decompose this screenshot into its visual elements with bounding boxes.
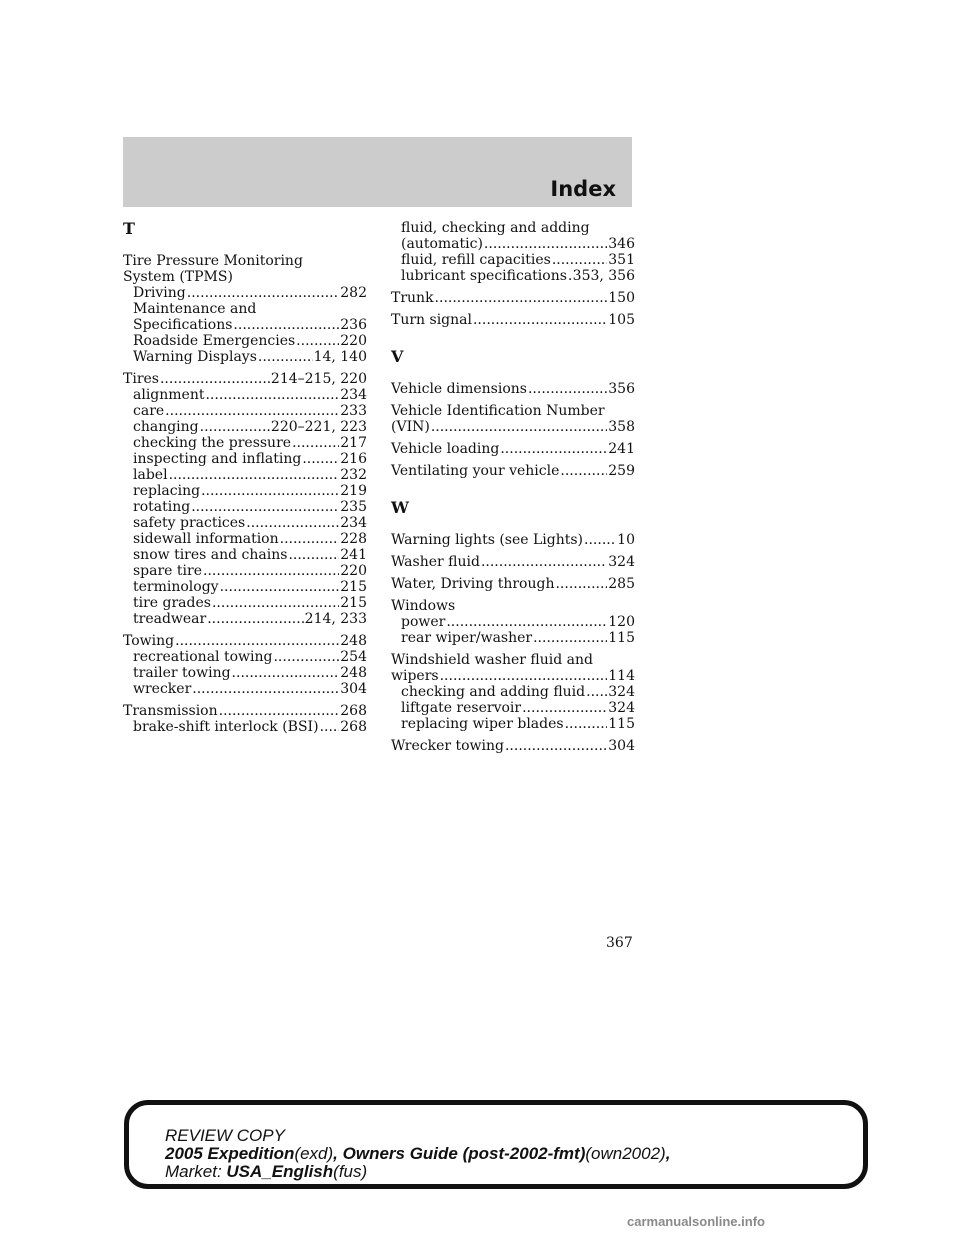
market-label: Market: [165, 1162, 227, 1181]
index-entry [123, 435, 367, 451]
index-entry [391, 700, 635, 716]
entry-label: Turn signal [391, 312, 472, 328]
entry-label: fluid, checking and adding [401, 220, 590, 236]
dot-leader [435, 290, 608, 306]
entry-page-ref: 356 [608, 381, 635, 397]
review-copy-text [165, 1127, 670, 1181]
publication-line [165, 1145, 670, 1163]
entry-label: Warning lights (see Lights) [391, 532, 584, 548]
entry-label: fluid, refill capacities [401, 252, 551, 268]
index-entry [123, 611, 367, 627]
index-entry [391, 738, 635, 754]
entry-page-ref: 241 [340, 547, 367, 563]
entry-page-ref: 220–221, 223 [270, 419, 367, 435]
entry-label: safety practices [133, 515, 246, 531]
index-entry [123, 467, 367, 483]
dot-leader [292, 435, 339, 451]
index-entry [123, 563, 367, 579]
entry-label: Vehicle dimensions [391, 381, 527, 397]
entry-label: rotating [133, 499, 191, 515]
entry-page-ref: 234 [340, 387, 367, 403]
entry-page-ref: 120 [608, 614, 635, 630]
entry-label: System (TPMS) [123, 269, 233, 285]
guide-code: (own2002) [585, 1144, 666, 1163]
index-entry [123, 665, 367, 681]
entry-page-ref: 248 [340, 633, 367, 649]
entry-page-ref: 285 [608, 576, 635, 592]
dot-leader [175, 633, 339, 649]
entry-label: Tire Pressure Monitoring [123, 253, 303, 269]
review-copy-label: REVIEW COPY [165, 1126, 285, 1145]
entry-label: Windows [391, 598, 456, 614]
index-entry [123, 595, 367, 611]
dot-leader [320, 719, 340, 735]
entry-label: care [133, 403, 165, 419]
dot-leader [288, 547, 339, 563]
guide-name: , Owners Guide (post-2002-fmt) [333, 1144, 586, 1163]
entry-label: changing [133, 419, 199, 435]
index-entry [123, 719, 367, 735]
entry-page-ref: 324 [608, 684, 635, 700]
model-code: (exd) [294, 1144, 334, 1163]
dot-leader [568, 268, 572, 284]
index-entry [123, 403, 367, 419]
entry-label: sidewall information [133, 531, 279, 547]
entry-page-ref: 232 [340, 467, 367, 483]
entry-label: Water, Driving through [391, 576, 555, 592]
entry-label: label [133, 467, 168, 483]
entry-label: Specifications [133, 317, 233, 333]
entry-page-ref: 324 [608, 700, 635, 716]
index-entry [123, 419, 367, 435]
entry-label: alignment [133, 387, 205, 403]
dot-leader [522, 700, 607, 716]
dot-leader [220, 579, 340, 595]
index-entry [123, 515, 367, 531]
entry-label: Warning Displays [133, 349, 257, 365]
comma: , [665, 1144, 671, 1163]
entry-page-ref: 114 [608, 668, 635, 684]
index-entry [123, 649, 367, 665]
market-name: USA_English [226, 1162, 334, 1181]
dot-leader [212, 595, 339, 611]
index-entry-text [123, 269, 367, 285]
entry-page-ref: 351 [608, 252, 635, 268]
index-entry [391, 463, 635, 479]
dot-leader [473, 312, 607, 328]
index-entry [123, 483, 367, 499]
entry-label: lubricant specifications [401, 268, 567, 284]
entry-page-ref: 150 [608, 290, 635, 306]
dot-leader [219, 703, 340, 719]
dot-leader [200, 419, 270, 435]
entry-label: Towing [123, 633, 175, 649]
dot-leader [232, 665, 340, 681]
dot-leader [440, 668, 608, 684]
entry-label: snow tires and chains [133, 547, 288, 563]
entry-page-ref: 105 [608, 312, 635, 328]
index-entry [123, 371, 367, 387]
index-entry-text [391, 652, 635, 668]
index-entry [391, 576, 635, 592]
index-letter-heading: T [123, 219, 135, 238]
index-entry [391, 716, 635, 732]
dot-leader [555, 576, 607, 592]
market-line [165, 1163, 670, 1181]
entry-page-ref: 214, 233 [304, 611, 367, 627]
page-title: Index [550, 177, 616, 201]
entry-page-ref: 234 [340, 515, 367, 531]
entry-page-ref: 215 [340, 595, 367, 611]
index-entry [391, 532, 635, 548]
dot-leader [207, 611, 303, 627]
dot-leader [258, 349, 313, 365]
entry-label: Windshield washer fluid and [391, 652, 593, 668]
index-letter-heading: W [391, 498, 409, 517]
index-entry-text [391, 403, 635, 419]
index-entry [123, 387, 367, 403]
entry-label: Driving [133, 285, 186, 301]
dot-leader [565, 716, 608, 732]
index-entry [123, 349, 367, 365]
entry-label: (VIN) [391, 419, 430, 435]
dot-leader [192, 681, 339, 697]
entry-label: wipers [391, 668, 439, 684]
entry-page-ref: 219 [340, 483, 367, 499]
dot-leader [205, 387, 339, 403]
dot-leader [296, 333, 339, 349]
entry-page-ref: 259 [608, 463, 635, 479]
index-entry [123, 531, 367, 547]
entry-page-ref: 228 [340, 531, 367, 547]
index-entry-text [391, 220, 635, 236]
entry-page-ref: 248 [340, 665, 367, 681]
entry-page-ref: 268 [340, 719, 367, 735]
entry-page-ref: 233 [340, 403, 367, 419]
entry-label: tire grades [133, 595, 211, 611]
entry-label: trailer towing [133, 665, 231, 681]
dot-leader [169, 467, 340, 483]
entry-page-ref: 217 [340, 435, 367, 451]
dot-leader [201, 483, 339, 499]
entry-label: spare tire [133, 563, 203, 579]
entry-page-ref: 304 [608, 738, 635, 754]
entry-page-ref: 10 [617, 532, 635, 548]
index-entry-text [391, 598, 635, 614]
entry-page-ref: 268 [340, 703, 367, 719]
entry-page-ref: 236 [340, 317, 367, 333]
entry-label: Washer fluid [391, 554, 480, 570]
index-entry [391, 419, 635, 435]
dot-leader [560, 463, 607, 479]
dot-leader [484, 236, 607, 252]
index-letter-heading: V [391, 347, 404, 366]
market-code: (fus) [333, 1162, 368, 1181]
entry-label: Maintenance and [133, 301, 257, 317]
entry-label: inspecting and inflating [133, 451, 302, 467]
entry-page-ref: 304 [340, 681, 367, 697]
entry-label: recreational towing [133, 649, 273, 665]
entry-page-ref: 346 [608, 236, 635, 252]
entry-page-ref: 115 [608, 716, 635, 732]
entry-page-ref: 115 [608, 630, 635, 646]
entry-page-ref: 216 [340, 451, 367, 467]
dot-leader [233, 317, 339, 333]
entry-label: liftgate reservoir [401, 700, 522, 716]
entry-label: checking and adding fluid [401, 684, 586, 700]
entry-label: Ventilating your vehicle [391, 463, 560, 479]
index-entry [391, 312, 635, 328]
index-entry [123, 285, 367, 301]
index-entry [123, 633, 367, 649]
index-entry [391, 630, 635, 646]
entry-page-ref: 220 [340, 563, 367, 579]
entry-label: rear wiper/washer [401, 630, 533, 646]
watermark: carmanualsonline.info [627, 1214, 765, 1229]
index-entry-text [123, 253, 367, 269]
index-entry [391, 684, 635, 700]
index-entry [123, 499, 367, 515]
dot-leader [500, 441, 607, 457]
dot-leader [273, 649, 339, 665]
index-entry [123, 703, 367, 719]
dot-leader [165, 403, 339, 419]
dot-leader [246, 515, 339, 531]
entry-label: wrecker [133, 681, 192, 697]
entry-label: Tires [123, 371, 159, 387]
index-entry [391, 236, 635, 252]
entry-label: terminology [133, 579, 219, 595]
index-entry [391, 268, 635, 284]
entry-page-ref: 215 [340, 579, 367, 595]
header-band [123, 137, 632, 207]
entry-page-ref: 324 [608, 554, 635, 570]
entry-label: Vehicle loading [391, 441, 500, 457]
entry-label: replacing [133, 483, 201, 499]
entry-label: treadwear [133, 611, 207, 627]
dot-leader [431, 419, 607, 435]
entry-page-ref: 214–215, 220 [270, 371, 367, 387]
dot-leader [446, 614, 607, 630]
index-entry [123, 681, 367, 697]
index-entry [391, 381, 635, 397]
index-entry-text [123, 301, 367, 317]
index-entry [391, 441, 635, 457]
dot-leader [528, 381, 607, 397]
index-column-right [391, 220, 635, 754]
index-entry [123, 317, 367, 333]
index-entry [123, 579, 367, 595]
dot-leader [552, 252, 607, 268]
entry-label: (automatic) [401, 236, 483, 252]
index-entry [391, 554, 635, 570]
dot-leader [191, 499, 339, 515]
index-entry [391, 668, 635, 684]
index-column-left [123, 220, 367, 735]
entry-page-ref: 358 [608, 419, 635, 435]
entry-label: Transmission [123, 703, 218, 719]
dot-leader [280, 531, 340, 547]
entry-label: brake-shift interlock (BSI) [133, 719, 319, 735]
index-entry [391, 614, 635, 630]
dot-leader [533, 630, 607, 646]
entry-label: Vehicle Identification Number [391, 403, 605, 419]
index-entry [391, 290, 635, 306]
entry-label: checking the pressure [133, 435, 292, 451]
entry-page-ref: 220 [340, 333, 367, 349]
dot-leader [584, 532, 616, 548]
dot-leader [481, 554, 607, 570]
index-entry [123, 451, 367, 467]
dot-leader [187, 285, 340, 301]
index-entry [123, 333, 367, 349]
dot-leader [302, 451, 339, 467]
dot-leader [160, 371, 270, 387]
page-number: 367 [606, 935, 633, 951]
model-name: 2005 Expedition [165, 1144, 295, 1163]
dot-leader [586, 684, 607, 700]
entry-page-ref: 14, 140 [313, 349, 367, 365]
entry-label: Trunk [391, 290, 434, 306]
entry-label: replacing wiper blades [401, 716, 564, 732]
entry-page-ref: 282 [340, 285, 367, 301]
entry-page-ref: 353, 356 [572, 268, 635, 284]
index-entry [123, 547, 367, 563]
entry-page-ref: 241 [608, 441, 635, 457]
dot-leader [203, 563, 339, 579]
entry-label: power [401, 614, 446, 630]
entry-label: Roadside Emergencies [133, 333, 296, 349]
entry-page-ref: 254 [340, 649, 367, 665]
entry-label: Wrecker towing [391, 738, 504, 754]
entry-page-ref: 235 [340, 499, 367, 515]
index-entry [391, 252, 635, 268]
dot-leader [505, 738, 607, 754]
